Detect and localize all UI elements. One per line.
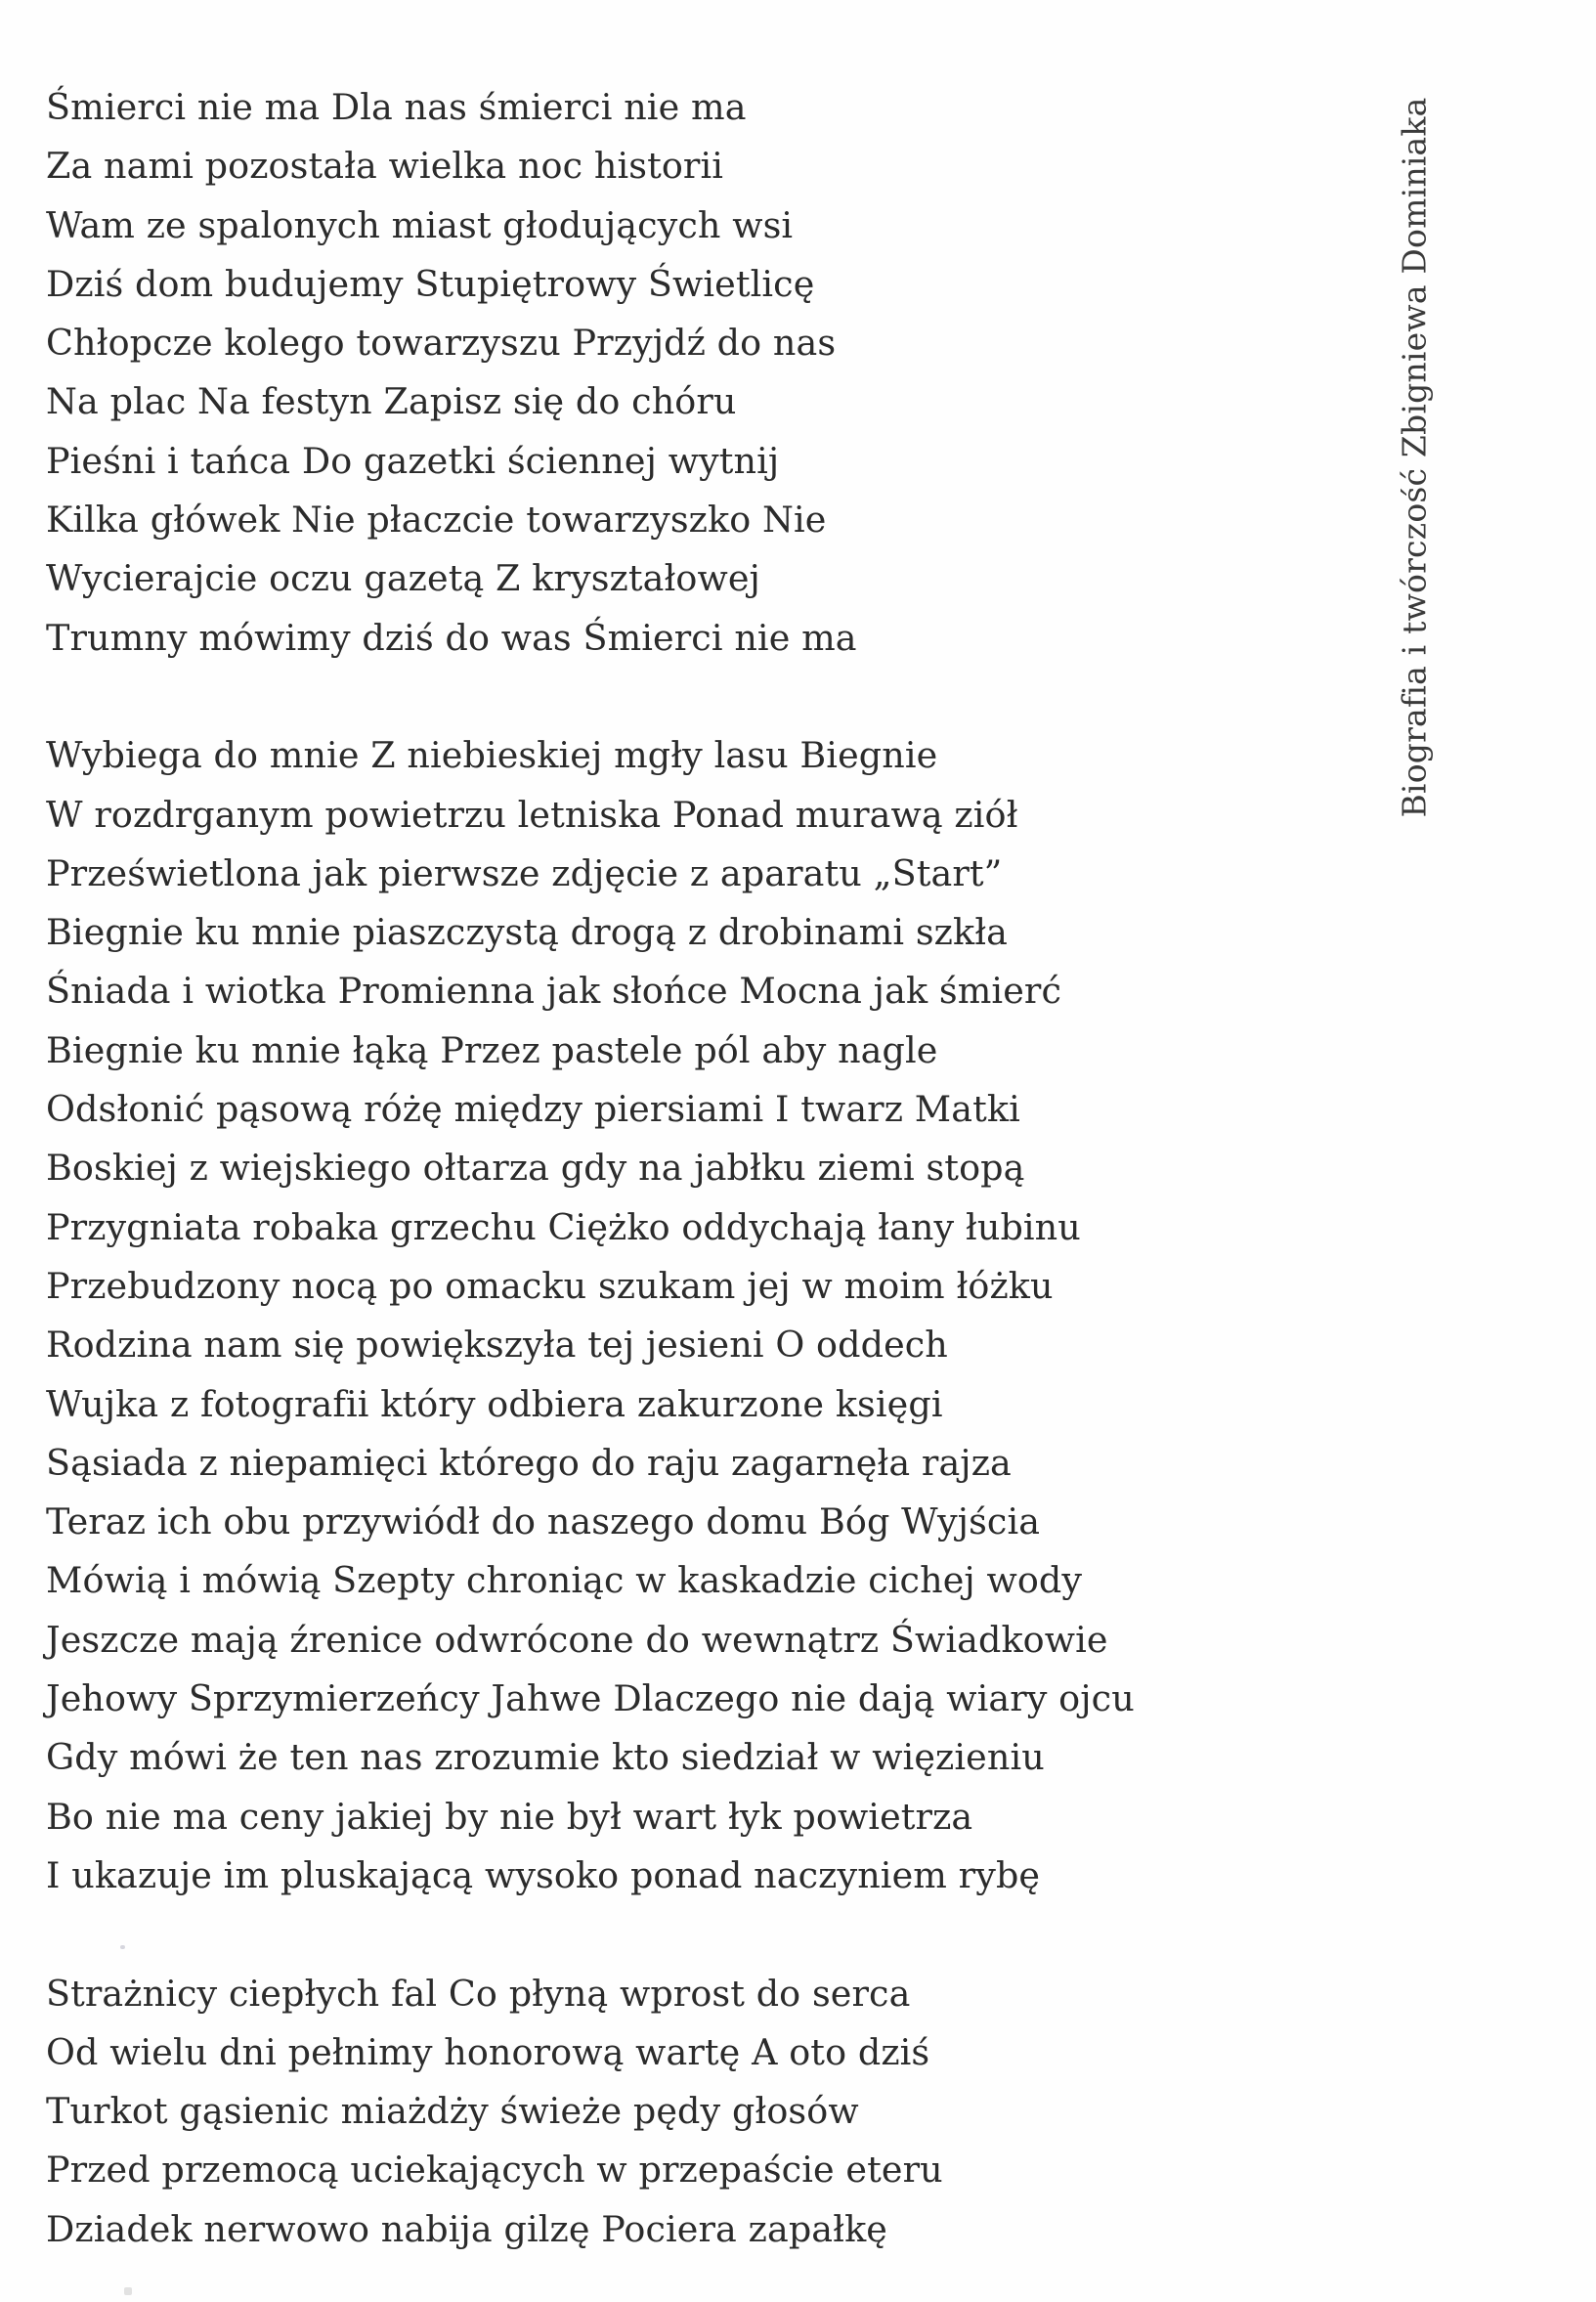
poem-line: Śmierci nie ma Dla nas śmierci nie ma	[46, 86, 747, 128]
poem-line: Wycierajcie oczu gazetą Z kryształowej	[46, 557, 760, 600]
poem-line: Odsłonić pąsową różę między piersiami I twarz Matki	[46, 1088, 1020, 1131]
poem-line: Sąsiada z niepamięci którego do raju zagarnęła rajza	[46, 1441, 1012, 1484]
poem-line: Boskiej z wiejskiego ołtarza gdy na jabłku ziemi stopą	[46, 1147, 1025, 1190]
scan-speck	[124, 2287, 132, 2295]
poem-line: Rodzina nam się powiększyła tej jesieni O oddech	[46, 1324, 948, 1367]
poem-line: Jeszcze mają źrenice odwrócone do wewnątrz Świadkowie	[46, 1618, 1108, 1661]
poem-line: Wam ze spalonych miast głodujących wsi	[46, 203, 794, 246]
poem-line: Przed przemocą uciekających w przepaście eteru	[46, 2149, 943, 2192]
poem-line: Strażnicy ciepłych fal Co płyną wprost do serca	[46, 1972, 911, 2015]
poem-line: Biegnie ku mnie łąką Przez pastele pól aby nagle	[46, 1028, 938, 1071]
poem-line: Trumny mówimy dziś do was Śmierci nie ma	[46, 616, 857, 659]
poem-line: Kilka główek Nie płaczcie towarzyszko Nie	[46, 499, 827, 542]
stanza-3	[46, 1965, 1316, 2259]
poem-line: Jehowy Sprzymierzeńcy Jahwe Dlaczego nie dają wiary ojcu	[46, 1677, 1135, 1720]
poem-line: W rozdrganym powietrzu letniska Ponad murawą ziół	[46, 793, 1018, 836]
scan-speck	[120, 1945, 125, 1949]
poem-line: Od wielu dni pełnimy honorową wartę A oto dziś	[46, 2030, 930, 2073]
poem-line: Mówią i mówią Szepty chroniąc w kaskadzie cichej wody	[46, 1559, 1083, 1602]
poem-line: I ukazuje im pluskającą wysoko ponad naczyniem rybę	[46, 1853, 1041, 1896]
poem-line: Za nami pozostała wielka noc historii	[46, 145, 724, 188]
poem-text	[46, 78, 1316, 2259]
stanza-1	[46, 78, 1316, 668]
stanza-2	[46, 726, 1316, 1905]
poem-line: Przebudzony nocą po omacku szukam jej w moim łóżku	[46, 1264, 1054, 1307]
poem-line: Śniada i wiotka Promienna jak słońce Mocna jak śmierć	[46, 970, 1061, 1013]
poem-line: Wujka z fotografii który odbiera zakurzone księgi	[46, 1382, 943, 1425]
poem-line: Turkot gąsienic miażdży świeże pędy głosów	[46, 2090, 859, 2133]
running-head-vertical: Biografia i twórczość Zbigniewa Dominiaka	[1395, 97, 1434, 818]
poem-line: Prześwietlona jak pierwsze zdjęcie z aparatu „Start”	[46, 851, 1003, 894]
poem-line: Pieśni i tańca Do gazetki ściennej wytnij	[46, 439, 780, 482]
poem-line: Biegnie ku mnie piaszczystą drogą z drobinami szkła	[46, 911, 1008, 954]
poem-line: Na plac Na festyn Zapisz się do chóru	[46, 380, 737, 423]
poem-line: Dziadek nerwowo nabija gilzę Pociera zapałkę	[46, 2207, 887, 2250]
poem-line: Teraz ich obu przywiódł do naszego domu Bóg Wyjścia	[46, 1500, 1041, 1543]
poem-line: Chłopcze kolego towarzyszu Przyjdź do nas	[46, 322, 837, 365]
poem-line: Wybiega do mnie Z niebieskiej mgły lasu Biegnie	[46, 734, 938, 777]
poem-line: Dziś dom budujemy Stupiętrowy Świetlicę	[46, 262, 815, 305]
poem-line: Przygniata robaka grzechu Ciężko oddychają łany łubinu	[46, 1205, 1081, 1248]
poem-line: Gdy mówi że ten nas zrozumie kto siedział w więzieniu	[46, 1736, 1045, 1779]
poem-line: Bo nie ma ceny jakiej by nie był wart łyk powietrza	[46, 1795, 973, 1838]
